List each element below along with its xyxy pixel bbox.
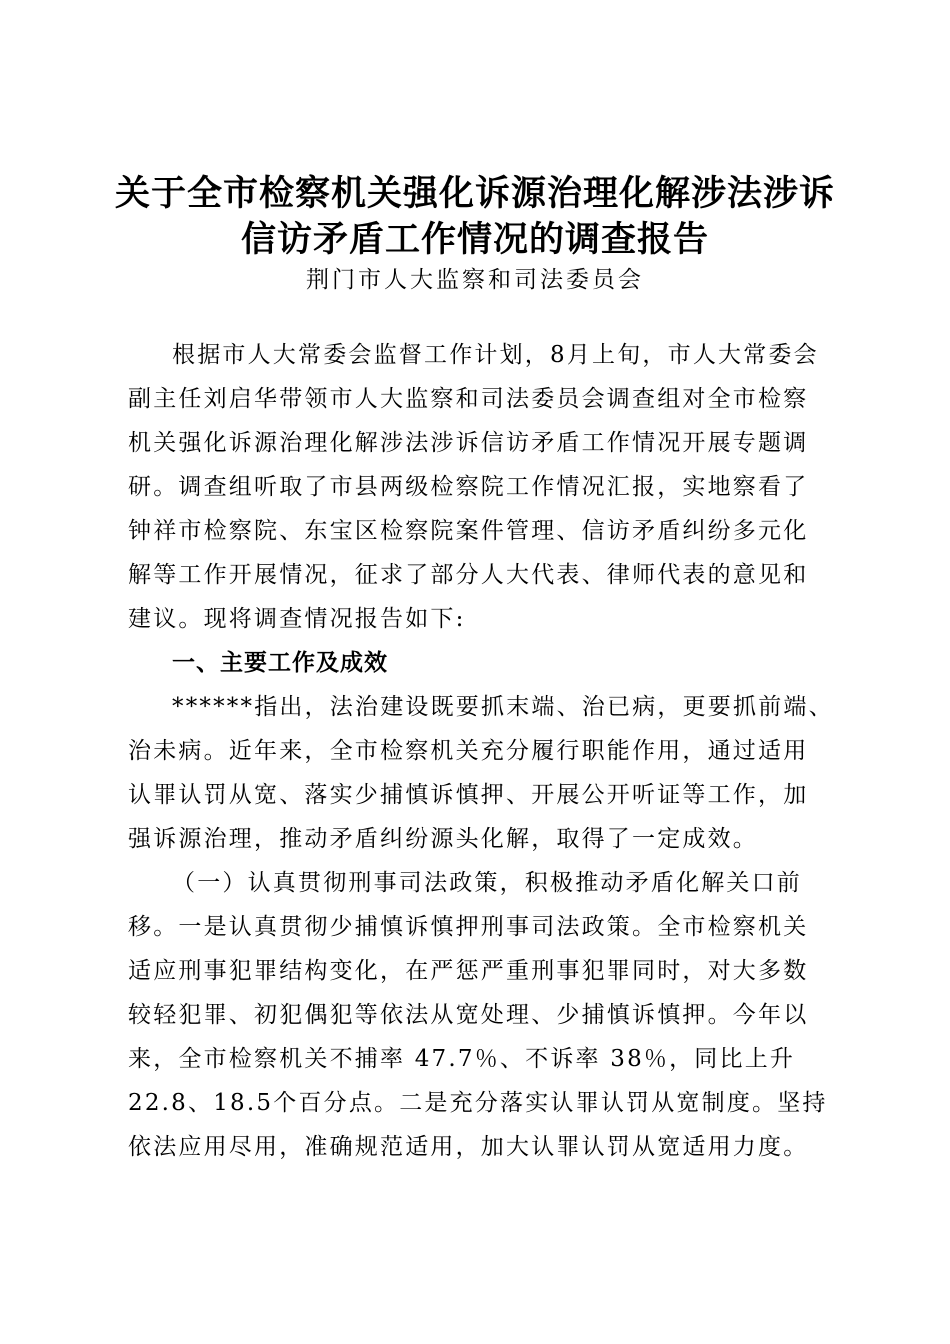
text-line: 解等工作开展情况，征求了部分人大代表、律师代表的意见和 xyxy=(128,562,809,588)
text-line: 机关强化诉源治理化解涉法涉诉信访矛盾工作情况开展专题调 xyxy=(128,430,809,456)
section-1-heading: 一、主要工作及成效 xyxy=(172,650,388,676)
text-line: 钟祥市检察院、东宝区检察院案件管理、信访矛盾纠纷多元化 xyxy=(128,518,809,544)
subsection-1-heading-line: （一）认真贯彻刑事司法政策，积极推动矛盾化解关口前 xyxy=(172,870,802,896)
text-line: 依法应用尽用，准确规范适用，加大认罪认罚从宽适用力度。 xyxy=(128,1134,809,1160)
text-line: 强诉源治理，推动矛盾纠纷源头化解，取得了一定成效。 xyxy=(128,826,758,852)
text-line: 副主任刘启华带领市人大监察和司法委员会调查组对全市检察 xyxy=(128,386,809,412)
text-line: 治未病。近年来，全市检察机关充分履行职能作用，通过适用 xyxy=(128,738,809,764)
text-line: ******指出，法治建设既要抓末端、治已病，更要抓前端、 xyxy=(172,694,834,720)
text-line: 来，全市检察机关不捕率 47.7％、不诉率 38％，同比上升 xyxy=(128,1046,796,1072)
text-line: 适应刑事犯罪结构变化，在严惩严重刑事犯罪同时，对大多数 xyxy=(128,958,809,984)
document-title-line-2: 信访矛盾工作情况的调查报告 xyxy=(240,220,709,260)
subsection-1-paragraph xyxy=(128,861,828,1169)
text-line: 建议。现将调查情况报告如下: xyxy=(128,606,466,632)
text-line: 研。调查组听取了市县两级检察院工作情况汇报，实地察看了 xyxy=(128,474,809,500)
text-line: 认罪认罚从宽、落实少捕慎诉慎押、开展公开听证等工作，加 xyxy=(128,782,809,808)
text-line: 22.8、18.5个百分点。二是充分落实认罪认罚从宽制度。坚持 xyxy=(128,1090,828,1116)
document-title-line-1: 关于全市检察机关强化诉源治理化解涉法涉诉 xyxy=(114,174,835,214)
text-line: 移。一是认真贯彻少捕慎诉慎押刑事司法政策。全市检察机关 xyxy=(128,914,809,940)
document-author: 荆门市人大监察和司法委员会 xyxy=(306,267,644,293)
intro-paragraph xyxy=(128,333,828,641)
section-1-paragraph xyxy=(128,685,834,861)
text-line: 较轻犯罪、初犯偶犯等依法从宽处理、少捕慎诉慎押。今年以 xyxy=(128,1002,809,1028)
text-line: 根据市人大常委会监督工作计划，8月上旬，市人大常委会 xyxy=(172,342,819,368)
section-heading xyxy=(128,641,828,685)
